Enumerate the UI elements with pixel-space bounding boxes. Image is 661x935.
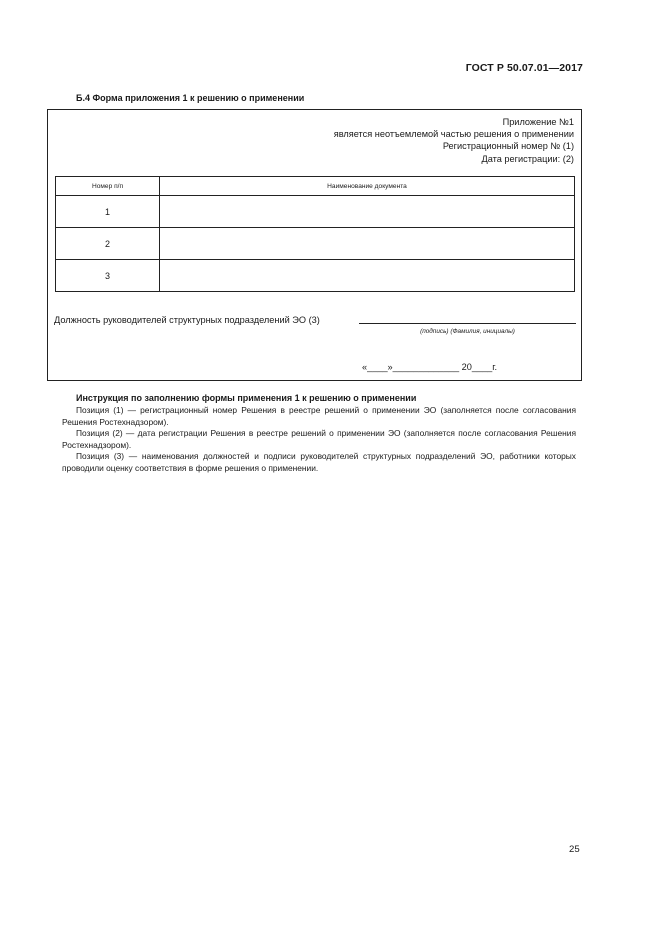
appendix-line: Дата регистрации: (2) bbox=[481, 153, 574, 164]
document-header: ГОСТ Р 50.07.01—2017 bbox=[465, 62, 583, 74]
column-header-number: Номер п/п bbox=[56, 177, 160, 196]
appendix-block bbox=[334, 116, 574, 165]
instructions-list bbox=[62, 405, 576, 475]
signature-label: Должность руководителей структурных подразделений ЭО (3) bbox=[54, 315, 320, 325]
appendix-line: Приложение №1 bbox=[502, 117, 574, 127]
appendix-line: является неотъемлемой частью решения о применении bbox=[333, 129, 574, 140]
table-row bbox=[56, 260, 575, 292]
signature-line bbox=[359, 323, 576, 324]
column-header-document-name: Наименование документа bbox=[160, 177, 575, 196]
document-name-cell bbox=[160, 260, 575, 292]
date-line: «____»_____________ 20____г. bbox=[362, 362, 498, 372]
instruction-item: Позиция (3) — наименования должностей и подписи руководителей структурных подразделений ЭО, работники которых проводили оценку соответствия в форме решения о применении. bbox=[62, 451, 576, 473]
section-title: Б.4 Форма приложения 1 к решению о применении bbox=[76, 93, 305, 103]
appendix-line: Регистрационный номер № (1) bbox=[442, 141, 574, 152]
documents-table bbox=[55, 176, 575, 292]
instruction-item: Позиция (1) — регистрационный номер Решения в реестре решений о применении ЭО (заполняется после согласования Решения Ростехнадзором). bbox=[62, 405, 576, 427]
table-row bbox=[56, 228, 575, 260]
document-name-cell bbox=[160, 228, 575, 260]
instruction-item: Позиция (2) — дата регистрации Решения в реестре решений о применении ЭО (заполняется после согласования Решения Ростехнадзором). bbox=[62, 428, 576, 450]
document-name-cell bbox=[160, 196, 575, 228]
signature-caption: (подпись) (Фамилия, инициалы) bbox=[420, 328, 515, 335]
row-number-cell: 1 bbox=[56, 196, 160, 228]
table-row bbox=[56, 196, 575, 228]
form-frame bbox=[47, 109, 582, 381]
page-number: 25 bbox=[569, 844, 580, 855]
row-number-cell: 3 bbox=[56, 260, 160, 292]
row-number-cell: 2 bbox=[56, 228, 160, 260]
table-header-row bbox=[56, 177, 575, 196]
instructions-title: Инструкция по заполнению формы применения 1 к решению о применении bbox=[76, 393, 417, 403]
